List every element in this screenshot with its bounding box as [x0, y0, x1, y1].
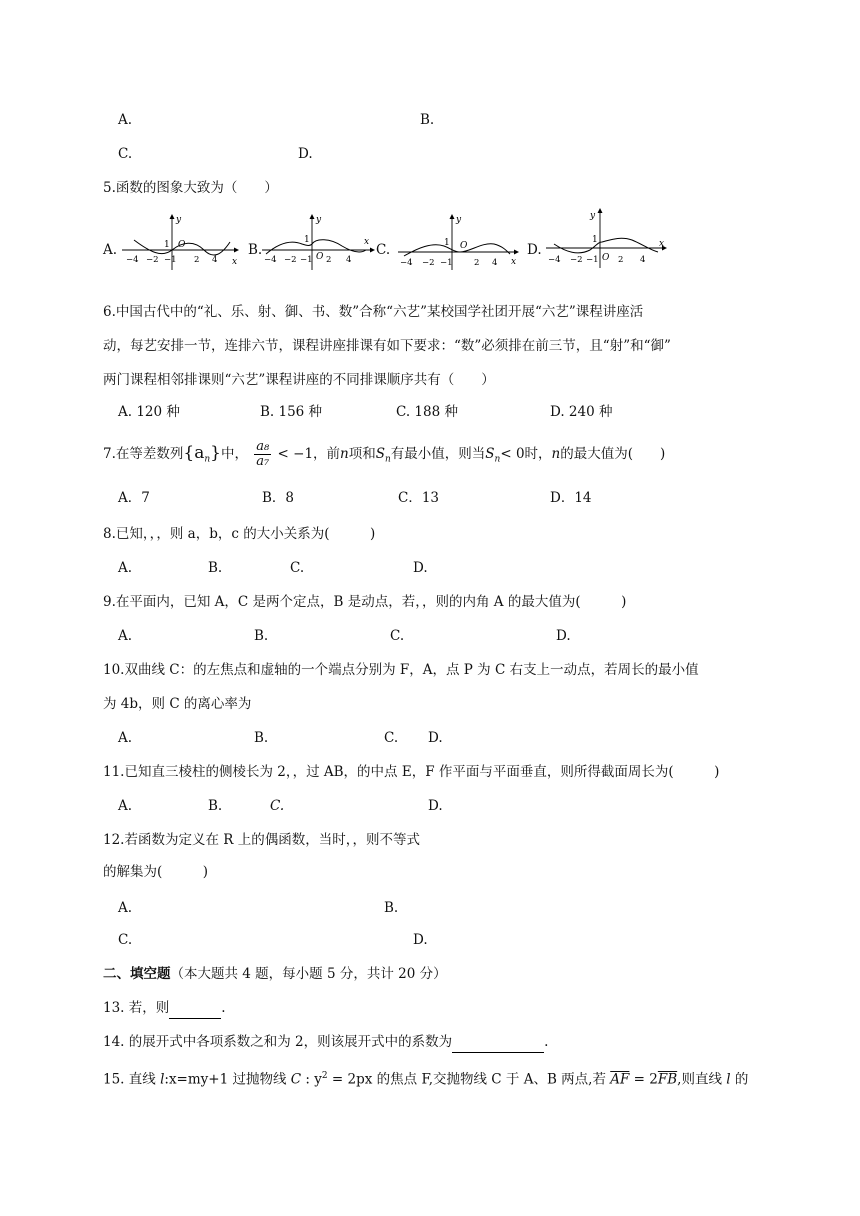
svg-text:O: O — [460, 241, 468, 251]
svg-text:y: y — [456, 215, 462, 225]
q8-option-b: B. — [208, 560, 223, 576]
svg-text:−1: −1 — [440, 258, 453, 268]
svg-text:x: x — [659, 239, 665, 249]
q4-option-c: C. — [118, 146, 133, 162]
svg-text:−2: −2 — [422, 258, 435, 268]
q9-stem: 9.在平面内，已知 A，C 是两个定点，B 是动点，若，，则的内角 A 的最大值为( ) — [103, 594, 627, 610]
q8-option-c: C. — [290, 560, 305, 576]
q12-option-b: B. — [384, 900, 399, 916]
q10-option-a: A. — [118, 730, 133, 746]
q6-option-a: A. 120 种 — [118, 404, 180, 420]
q5-label-b: B. — [248, 242, 263, 258]
svg-text:4: 4 — [640, 255, 646, 265]
svg-text:−4: −4 — [400, 258, 413, 268]
svg-text:4: 4 — [212, 255, 218, 265]
q6-line2: 动，每艺安排一节，连排六节，课程讲座排课有如下要求：“数”必须排在前三节，且“射”和“御” — [103, 338, 671, 354]
svg-text:2: 2 — [326, 255, 332, 265]
svg-text:4: 4 — [492, 258, 498, 268]
svg-text:y: y — [316, 215, 322, 225]
q10-line1: 10.双曲线 C：的左焦点和虚轴的一个端点分别为 F，A，点 P 为 C 右支上一动点，若周长的最小值 — [103, 662, 699, 678]
q12-option-a: A. — [118, 900, 133, 916]
q5-stem: 5.函数的图象大致为（ ） — [103, 180, 278, 196]
q9-option-c: C. — [390, 628, 405, 644]
svg-text:1: 1 — [444, 238, 450, 248]
q11-stem: 11.已知直三棱柱的侧棱长为 2，，过 AB，的中点 E，F 作平面与平面垂直，则所得截面周长为( ) — [103, 764, 720, 780]
svg-text:1: 1 — [304, 235, 310, 245]
svg-text:O: O — [316, 252, 324, 262]
origin-label: O — [178, 240, 186, 250]
q10-option-b: B. — [254, 730, 269, 746]
q14-answer-blank — [452, 1032, 544, 1053]
one-label: 1 — [164, 240, 170, 250]
svg-text:O: O — [602, 253, 610, 263]
svg-text:−4: −4 — [126, 255, 139, 265]
svg-text:−1: −1 — [300, 255, 313, 265]
q7-fraction: $\frac{\text{a₈}}{\text{a₇}}$ — [256, 439, 270, 469]
q8-stem: 8.已知，，，则 a，b，c 的大小关系为( ) — [103, 526, 376, 542]
graph-b — [260, 212, 375, 272]
svg-text:−4: −4 — [264, 255, 277, 265]
section-note: （本大题共 4 题，每小题 5 分，共计 20 分） — [170, 966, 447, 982]
q8-option-d: D. — [413, 560, 428, 576]
q12-option-c: C. — [118, 932, 133, 948]
svg-text:2: 2 — [194, 255, 200, 265]
section-title: 二、填空题 — [103, 966, 171, 982]
q9-option-b: B. — [254, 628, 269, 644]
q11-option-d: D. — [428, 798, 443, 814]
svg-text:x: x — [511, 257, 517, 267]
svg-text:−1: −1 — [586, 255, 599, 265]
vector-fb: $\overline{FB}$ — [657, 1071, 678, 1088]
q12-line2: 的解集为( ) — [103, 864, 209, 880]
q7-stem: 7.在等差数列$\{a_n\}$中， $\frac{\text{a₈}}{\text{a₇}}$ < −1，前n项和$S_n$有最小值，则当$S_n< 0$时，n的最大值为( ) — [103, 439, 666, 469]
q4-option-a: A. — [118, 112, 133, 128]
q11-option-b: B. — [208, 798, 223, 814]
vector-af: $\overline{AF}$ — [610, 1071, 630, 1088]
q6-option-d: D. 240 种 — [550, 404, 613, 420]
q12-option-d: D. — [413, 932, 428, 948]
q13-stem: 13. 若，则 . — [103, 998, 226, 1019]
svg-text:−1: −1 — [164, 255, 177, 265]
q7-option-b: B．8 — [262, 490, 295, 506]
graph-d — [544, 206, 669, 270]
q5-label-c: C. — [376, 242, 391, 258]
svg-text:−2: −2 — [146, 255, 159, 265]
svg-text:2: 2 — [474, 258, 480, 268]
q10-line2: 为 4b，则 C 的离心率为 — [103, 696, 252, 712]
q6-option-c: C. 188 种 — [396, 404, 458, 420]
section-heading — [103, 964, 447, 984]
svg-text:2: 2 — [618, 255, 624, 265]
svg-text:1: 1 — [592, 235, 598, 245]
q11-option-a: A. — [118, 798, 133, 814]
q12-line1: 12.若函数为定义在 R 上的偶函数，当时，，则不等式 — [103, 832, 420, 848]
q14-stem: 14. 的展开式中各项系数之和为 2，则该展开式中的系数为 . — [103, 1032, 548, 1053]
q6-option-b: B. 156 种 — [260, 404, 323, 420]
q6-line1: 6.中国古代中的“礼、乐、射、御、书、数”合称“六艺”某校国学社团开展“六艺”课程讲座活 — [103, 304, 644, 320]
q5-label-d: D. — [527, 242, 542, 258]
q9-option-d: D. — [556, 628, 571, 644]
q8-option-a: A. — [118, 560, 133, 576]
y-axis-label: y — [176, 215, 182, 225]
q13-answer-blank — [169, 998, 221, 1019]
svg-text:4: 4 — [346, 255, 352, 265]
q7-option-a: A．7 — [118, 490, 150, 506]
svg-text:−2: −2 — [284, 255, 297, 265]
svg-text:−2: −2 — [570, 255, 583, 265]
q5-label-a: A. — [103, 242, 118, 258]
x-axis-label: x — [232, 257, 238, 267]
q15-stem: 15. 直线 l:x=my+1 过抛物线 C : $y^2 = 2px$ 的焦点 F,交抛物线 C 于 A、B 两点,若 $\overline{AF} = 2\overline{FB}$,则直线 l 的 — [103, 1071, 749, 1088]
q11-option-c: C. — [270, 798, 285, 814]
q10-option-c: C. — [384, 730, 399, 746]
q6-line3: 两门课程相邻排课则“六艺”课程讲座的不同排课顺序共有（ ） — [103, 372, 495, 388]
q4-option-b: B. — [420, 112, 435, 128]
svg-text:y: y — [590, 211, 596, 221]
svg-text:−4: −4 — [548, 255, 561, 265]
graph-a — [120, 212, 240, 272]
q7-option-c: C．13 — [398, 490, 440, 506]
q9-option-a: A. — [118, 628, 133, 644]
q10-option-d: D. — [428, 730, 443, 746]
q7-option-d: D．14 — [550, 490, 592, 506]
svg-text:x: x — [364, 237, 370, 247]
q4-option-d: D. — [298, 146, 313, 162]
graph-c — [396, 212, 521, 272]
